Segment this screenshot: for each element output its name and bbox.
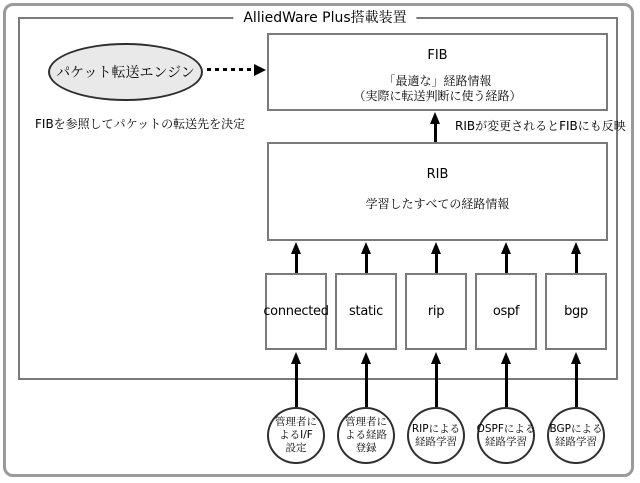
source-circle-bgp-learning — [547, 407, 605, 464]
connected-to-rib-arrow — [291, 242, 301, 273]
arrowhead-up-icon — [501, 242, 511, 254]
source-line: 登録 — [355, 442, 377, 454]
rib-sync-note: RIBが変更されるとFIBにも反映 — [455, 119, 626, 133]
packet-engine-label: パケット転送エンジン — [56, 65, 195, 81]
arrow-shaft — [365, 364, 368, 407]
arrow-shaft — [435, 254, 438, 273]
arrowhead-up-icon — [431, 242, 441, 254]
bgp-learning-to-bgp-arrow — [571, 352, 581, 407]
rip-learning-to-rip-arrow — [431, 352, 441, 407]
fib-title: FIB — [427, 48, 448, 63]
rib-subtitle: 学習したすべての経路情報 — [365, 197, 510, 211]
arrow-shaft — [435, 364, 438, 407]
rip-to-rib-arrow — [431, 242, 441, 273]
arrow-shaft — [575, 364, 578, 407]
arrow-shaft — [434, 124, 437, 142]
dashed-line — [207, 68, 254, 71]
source-line: よる経路 — [345, 429, 387, 441]
arrowhead-up-icon — [430, 112, 440, 124]
arrowhead-up-icon — [571, 242, 581, 254]
engine-to-fib-arrow — [207, 63, 266, 76]
bgp-to-rib-arrow — [571, 242, 581, 273]
source-line: BGPによる — [549, 422, 603, 435]
packet-engine-ellipse — [48, 43, 203, 101]
device-title: AlliedWare Plus搭載装置 — [233, 10, 416, 26]
protocol-box-connected — [265, 273, 327, 350]
protocol-label: ospf — [492, 304, 520, 319]
protocol-box-ospf — [475, 273, 537, 350]
arrowhead-up-icon — [361, 242, 371, 254]
arrowhead-right-icon — [254, 64, 266, 76]
if-config-to-connected-arrow — [291, 352, 301, 407]
arrow-shaft — [505, 254, 508, 273]
source-line: 設定 — [285, 442, 307, 454]
ospf-to-rib-arrow — [501, 242, 511, 273]
arrowhead-up-icon — [501, 352, 511, 364]
protocol-box-rip — [405, 273, 467, 350]
fib-line1: 「最適な」経路情報 — [383, 74, 492, 88]
arrowhead-up-icon — [291, 242, 301, 254]
arrow-shaft — [365, 254, 368, 273]
arrow-shaft — [295, 364, 298, 407]
fib-box — [267, 33, 608, 111]
static-to-rib-arrow — [361, 242, 371, 273]
arrow-shaft — [505, 364, 508, 407]
protocol-label: rip — [427, 304, 445, 319]
fib-line2: （実際に転送判断に使う経路） — [353, 89, 522, 103]
arrow-shaft — [575, 254, 578, 273]
ospf-learning-to-ospf-arrow — [501, 352, 511, 407]
rib-to-fib-arrow — [430, 112, 440, 142]
engine-note: FIBを参照してパケットの転送先を決定 — [35, 117, 246, 131]
protocol-label: bgp — [564, 304, 588, 319]
source-line: 管理者に — [275, 416, 317, 428]
source-line: 経路学習 — [485, 435, 527, 448]
source-line: RIPによる — [411, 422, 461, 435]
source-line: 管理者に — [345, 416, 387, 428]
protocol-label: static — [349, 304, 383, 319]
route-entry-to-static-arrow — [361, 352, 371, 407]
source-line: 経路学習 — [555, 435, 597, 448]
arrowhead-up-icon — [431, 352, 441, 364]
arrow-shaft — [295, 254, 298, 273]
source-circle-if-config — [267, 407, 325, 464]
source-line: 経路学習 — [415, 435, 457, 448]
source-circle-rip-learning — [407, 407, 465, 464]
source-circle-ospf-learning — [477, 407, 535, 464]
protocol-label: connected — [263, 304, 329, 319]
protocol-box-static — [335, 273, 397, 350]
arrowhead-up-icon — [361, 352, 371, 364]
arrowhead-up-icon — [291, 352, 301, 364]
protocol-box-bgp — [545, 273, 607, 350]
rib-box — [267, 142, 608, 241]
arrowhead-up-icon — [571, 352, 581, 364]
source-line: よるI/F — [279, 429, 313, 441]
source-circle-route-entry — [337, 407, 395, 464]
source-line: OSPFによる — [476, 422, 536, 435]
rib-title: RIB — [426, 167, 449, 182]
